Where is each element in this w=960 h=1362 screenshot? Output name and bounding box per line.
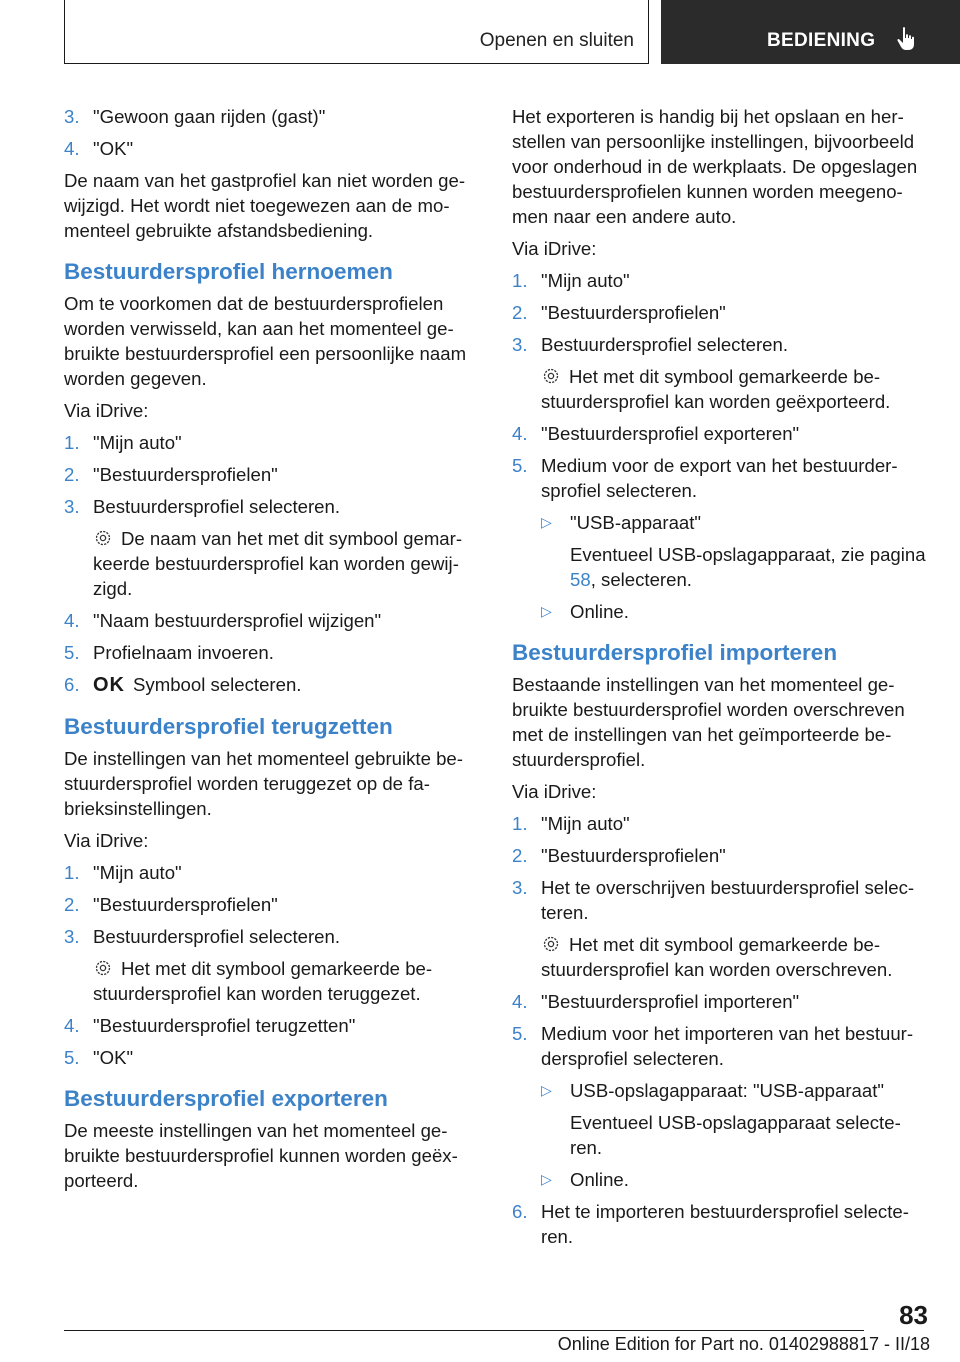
export-option-usb: ▷ "USB-apparaat" (541, 512, 702, 533)
page-number: 83 (899, 1300, 928, 1330)
header-chapter-title: BEDIENING (767, 30, 876, 51)
list-item: 5. Medium voor de export van het bestuurdersprofiel selecteren. (512, 455, 898, 501)
list-item: 1. "Mijn auto" (64, 862, 182, 883)
rename-steps-list-2 (64, 608, 478, 698)
list-item: 2. "Bestuurdersprofielen" (64, 464, 278, 485)
header-section-title: Openen en sluiten (479, 30, 634, 51)
header-chapter-box (661, 0, 960, 64)
heading-rename: Bestuurdersprofiel hernoemen (64, 259, 393, 284)
import-intro: Bestaande instellingen van het momenteel gebruikte bestuurdersprofiel worden overschreven met de instellingen van het geïmporteerde bestuurdersprofiel. (512, 674, 905, 770)
list-item: 5. Profielnaam invoeren. (64, 642, 274, 663)
reset-via: Via iDrive: (64, 830, 149, 851)
guest-profile-note: De naam van het gastprofiel kan niet worden gewijzigd. Het wordt niet toegewezen aan de momenteel gebruikte afstandsbediening. (64, 170, 466, 241)
triangle-bullet-icon: ▷ (541, 603, 552, 619)
import-steps-list (512, 811, 926, 925)
triangle-bullet-icon: ▷ (541, 1171, 552, 1187)
list-item: 4. "OK" (64, 138, 134, 159)
triangle-bullet-icon: ▷ (541, 514, 552, 530)
heading-export: Bestuurdersprofiel exporteren (64, 1086, 388, 1111)
list-item: 4. "Bestuurdersprofiel importeren" (512, 991, 800, 1012)
gear-icon (93, 958, 113, 978)
export-option-online: ▷ Online. (541, 601, 629, 622)
left-column (64, 104, 478, 1200)
gear-icon (93, 528, 113, 548)
rename-via: Via iDrive: (64, 400, 149, 421)
export-gear-note: Het met dit symbool gemarkeerde bestuurdersprofiel kan worden geëxporteerd. (541, 366, 891, 412)
import-steps-list-2 (512, 989, 926, 1071)
rename-steps-list (64, 430, 478, 519)
reset-intro: De instellingen van het momenteel gebruikte bestuurdersprofiel worden teruggezet op de fabrieksinstellingen. (64, 748, 463, 819)
gear-icon (541, 934, 561, 954)
right-column (512, 104, 926, 1256)
list-item: 3. Bestuurdersprofiel selecteren. (64, 496, 341, 517)
list-item: 2. "Bestuurdersprofielen" (512, 302, 726, 323)
hand-pointer-icon (895, 26, 919, 54)
export-intro: De meeste instellingen van het momenteel gebruikte bestuurdersprofiel kunnen worden geëxporteerd. (64, 1120, 458, 1191)
list-item: 1. "Mijn auto" (512, 270, 630, 291)
rename-intro: Om te voorkomen dat de bestuurdersprofielen worden verwisseld, kan aan het momenteel gebruikte bestuurdersprofiel een persoonlijke naam worden gegeven. (64, 293, 467, 389)
list-item: 5. Medium voor het importeren van het bestuurdersprofiel selecteren. (512, 1023, 914, 1069)
list-item: 3. Bestuurdersprofiel selecteren. (512, 334, 789, 355)
page-link[interactable]: 58 (570, 569, 591, 590)
guest-steps-list (64, 104, 478, 161)
list-item: 3. Het te overschrijven bestuurdersprofiel selecteren. (512, 877, 915, 923)
list-item: 2. "Bestuurdersprofielen" (512, 845, 726, 866)
gear-icon (541, 366, 561, 386)
import-gear-note: Het met dit symbool gemarkeerde bestuurdersprofiel kan worden overschreven. (541, 934, 893, 980)
footer-divider (64, 1330, 864, 1331)
triangle-bullet-icon: ▷ (541, 1082, 552, 1098)
list-item: 5. "OK" (64, 1047, 134, 1068)
rename-gear-note: De naam van het met dit symbool gemarkeerde bestuurdersprofiel kan worden gewijzigd. (93, 528, 463, 599)
export-steps-list-2 (512, 421, 926, 503)
list-item: 1. "Mijn auto" (512, 813, 630, 834)
ok-symbol-icon: OK (93, 674, 125, 696)
import-option-usb-note: Eventueel USB-opslagapparaat selecteren. (570, 1112, 901, 1158)
reset-steps-list (64, 860, 478, 949)
list-item: 6. OK Symbool selecteren. (64, 674, 302, 696)
import-option-usb: ▷ USB-opslagapparaat: "USB-apparaat" (541, 1080, 884, 1101)
export-option-usb-note: Eventueel USB-opslagapparaat, zie pagina 58, selecteren. (570, 544, 926, 590)
list-item: 6. Het te importeren bestuurdersprofiel selecteren. (512, 1201, 909, 1247)
list-item: 3. Bestuurdersprofiel selecteren. (64, 926, 341, 947)
export-steps-list (512, 268, 926, 357)
export-continuation: Het exporteren is handig bij het opslaan en herstellen van persoonlijke instellingen, bijvoorbeeld voor onderhoud in de werkplaats. De opgeslagen bestuurdersprofielen kunnen worden meegenomen naar een andere auto. (512, 106, 918, 227)
reset-steps-list-2 (64, 1013, 478, 1070)
import-via: Via iDrive: (512, 781, 597, 802)
list-item: 1. "Mijn auto" (64, 432, 182, 453)
list-item: 4. "Bestuurdersprofiel terugzetten" (64, 1015, 356, 1036)
list-item: 4. "Bestuurdersprofiel exporteren" (512, 423, 800, 444)
import-steps-list-3 (512, 1199, 926, 1249)
list-item: 3. "Gewoon gaan rijden (gast)" (64, 106, 326, 127)
footer-edition: Online Edition for Part no. 01402988817 - II/18 (557, 1334, 930, 1354)
heading-reset: Bestuurdersprofiel terugzetten (64, 714, 393, 739)
list-item: 4. "Naam bestuurdersprofiel wijzigen" (64, 610, 382, 631)
export-via: Via iDrive: (512, 238, 597, 259)
heading-import: Bestuurdersprofiel importeren (512, 640, 838, 665)
import-option-online: ▷ Online. (541, 1169, 629, 1190)
list-item: 2. "Bestuurdersprofielen" (64, 894, 278, 915)
header-section-box (64, 0, 649, 64)
reset-gear-note: Het met dit symbool gemarkeerde bestuurdersprofiel kan worden teruggezet. (93, 958, 433, 1004)
